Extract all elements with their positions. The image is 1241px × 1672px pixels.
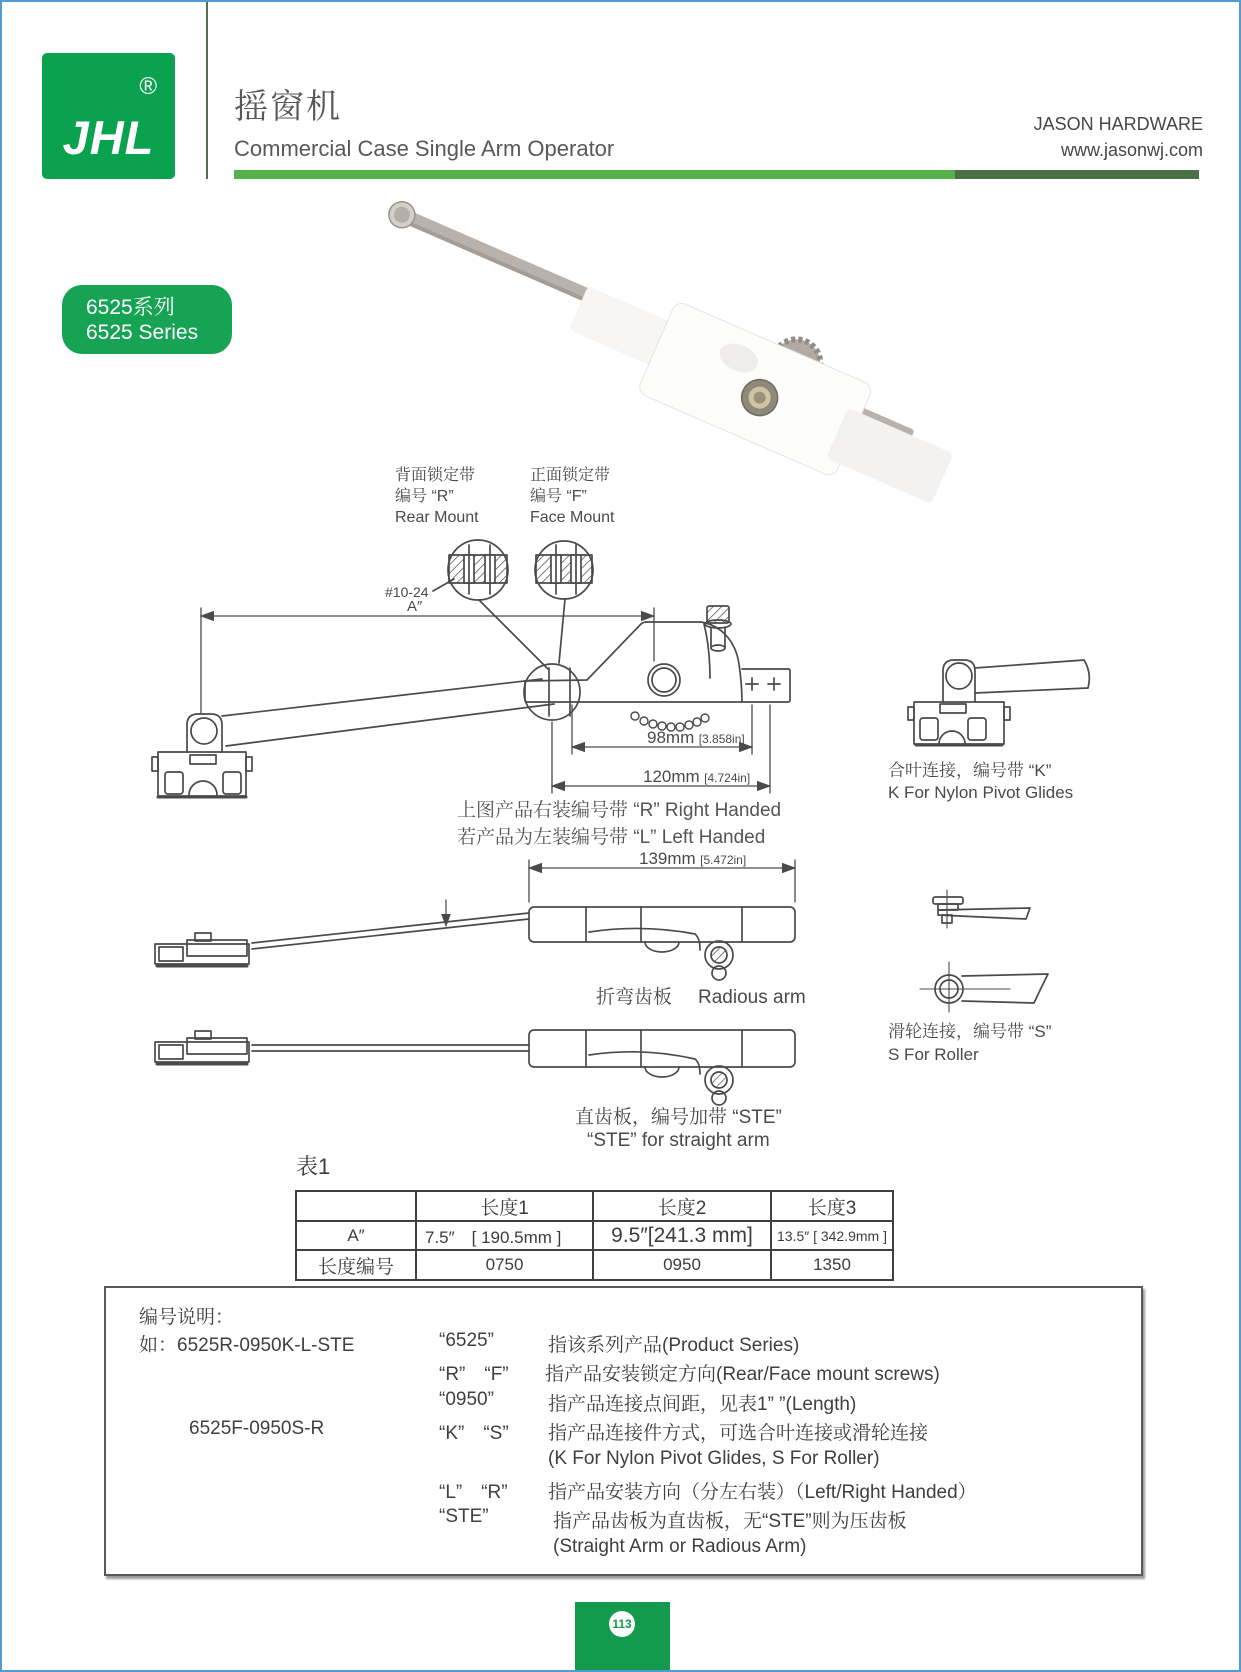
dimension-139-label: 139mm [5.472in] (639, 849, 747, 868)
legend-example-2: 6525F-0950S-R (189, 1418, 325, 1439)
table-cell-length-code: 长度编号 (296, 1250, 416, 1280)
table-header-length2: 长度2 (593, 1191, 771, 1221)
screw-spec-leader-line (433, 579, 454, 591)
operator-body-drawing (524, 606, 790, 731)
rear-detail-leader-line (479, 600, 548, 669)
arm-top-line (222, 679, 542, 716)
legend-desc-ste-en: (Straight Arm or Radious Arm) (553, 1536, 807, 1557)
dimension-a-label: A″ (407, 598, 423, 615)
handedness-note: 上图产品右装编号带 “R” Right Handed 若产品为左装编号带 “L” Left Handed (457, 800, 782, 848)
header-divider (206, 2, 208, 179)
header-accent-bar-dark (955, 170, 1199, 179)
table-cell-length3-value: 13.5″ [ 342.9mm ] (771, 1221, 893, 1250)
s-roller-side-drawing (933, 890, 1030, 928)
page-title-en: Commercial Case Single Arm Operator (234, 136, 615, 161)
rear-mount-label: 背面锁定带 编号 “R” Rear Mount (395, 467, 479, 526)
jhl-logo (42, 53, 175, 179)
face-detail-leader-line (559, 599, 565, 663)
radious-arm-drawing (155, 900, 795, 980)
face-mount-label: 正面锁定带 编号 “F” Face Mount (530, 467, 615, 526)
legend-code-lr: “L” “R” (439, 1482, 508, 1503)
table-header-length3: 长度3 (771, 1191, 893, 1221)
legend-desc-ste: 指产品齿板为直齿板，无“STE”则为压齿板 (553, 1511, 907, 1532)
registered-trademark-icon: ® (139, 73, 157, 100)
legend-desc-ks-en: (K For Nylon Pivot Glides, S For Roller) (548, 1448, 880, 1469)
legend-desc-rf: 指产品安装锁定方向(Rear/Face mount screws) (545, 1364, 940, 1385)
straight-arm-label-en: “STE” for straight arm (587, 1130, 770, 1151)
page-title-cn: 摇窗机 (234, 88, 342, 126)
radious-arm-label: 折弯齿板 Radious arm (596, 987, 806, 1008)
legend-desc-lr: 指产品安装方向（分左右装）（Left/Right Handed） (548, 1482, 977, 1503)
face-mount-detail-drawing (535, 541, 593, 599)
s-roller-top-drawing (920, 962, 1048, 1012)
table-header-length1: 长度1 (416, 1191, 593, 1221)
arm-bottom-line (226, 704, 554, 746)
legend-code-ks: “K” “S” (439, 1423, 509, 1444)
page-number: 113 (609, 1611, 635, 1637)
table-cell-code3: 1350 (771, 1250, 893, 1280)
legend-desc-ks: 指产品连接件方式，可选合叶连接或滑轮连接 (548, 1423, 929, 1444)
table-title: 表1 (296, 1154, 331, 1179)
company-website[interactable]: www.jasonwj.com (1060, 140, 1203, 160)
legend-example-1: 如：6525R-0950K-L-STE (139, 1335, 355, 1356)
legend-code-ste: “STE” (439, 1506, 489, 1527)
logo-text: JHL (62, 111, 155, 164)
legend-title: 编号说明： (139, 1307, 235, 1328)
series-badge (62, 285, 232, 354)
screw-spec-label: #10-24 (385, 584, 429, 600)
table-cell-code1: 0750 (416, 1250, 593, 1280)
table-cell-length1-value: 7.5″ [ 190.5mm ] (416, 1221, 593, 1250)
rear-mount-detail-drawing (448, 540, 508, 600)
straight-arm-label-cn: 直齿板，编号加带 “STE” (575, 1107, 782, 1128)
legend-code-rf: “R” “F” (439, 1364, 509, 1385)
table-cell-a: A″ (296, 1221, 416, 1250)
pivot-bracket-drawing (152, 714, 252, 797)
table-cell-code2: 0950 (593, 1250, 771, 1280)
page-number-badge (575, 1602, 670, 1672)
legend-code-series: “6525” (439, 1330, 494, 1351)
dimension-120-label: 120mm [4.724in] (643, 767, 751, 786)
s-connection-label: 滑轮连接，编号带 “S” S For Roller (888, 1022, 1052, 1064)
company-name: JASON HARDWARE (1033, 114, 1203, 134)
straight-arm-drawing (155, 1030, 795, 1105)
legend-code-length: “0950” (439, 1389, 494, 1410)
series-badge-en: 6525 Series (86, 321, 199, 344)
legend-desc-length: 指产品连接点间距，见表1” ”(Length) (548, 1394, 857, 1415)
series-badge-cn: 6525系列 (86, 296, 175, 319)
k-pivot-glide-drawing (908, 660, 1089, 745)
length-spec-table (295, 1190, 894, 1281)
table-cell-length2-value: 9.5″[241.3 mm] (593, 1221, 771, 1250)
legend-desc-series: 指该系列产品(Product Series) (548, 1335, 800, 1356)
dimension-98-label: 98mm [3.858in] (647, 728, 745, 747)
dimension-a (201, 608, 654, 714)
k-connection-label: 合叶连接，编号带 “K” K For Nylon Pivot Glides (888, 761, 1074, 802)
header-accent-bar-light (234, 170, 955, 179)
table-header-blank (296, 1191, 416, 1221)
